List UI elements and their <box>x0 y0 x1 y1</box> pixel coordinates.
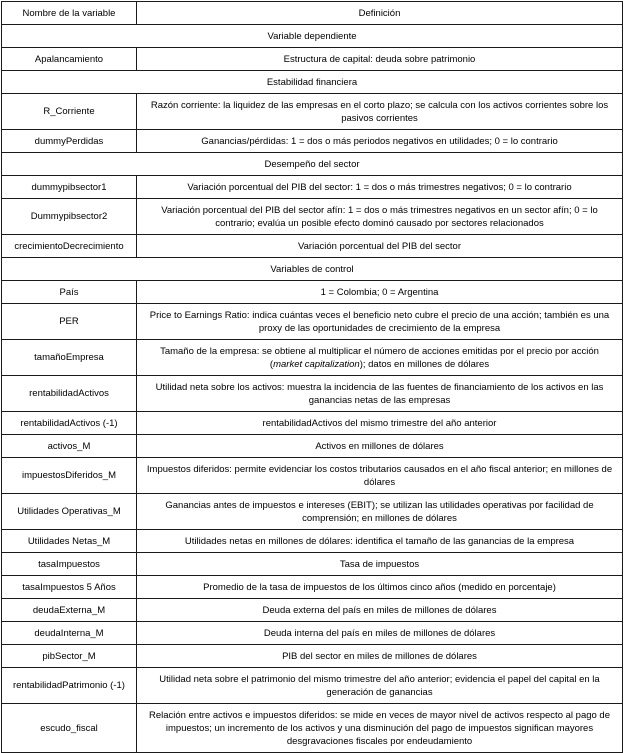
variable-definition: PIB del sector en miles de millones de dólares <box>137 645 623 668</box>
variable-definition: Utilidades netas en millones de dólares: identifica el tamaño de las ganancias de la empresa <box>137 530 623 553</box>
variable-name: rentabilidadPatrimonio (-1) <box>2 668 137 704</box>
table-row-dummypibsector2 <box>2 199 623 235</box>
variable-name: País <box>2 281 137 304</box>
section-row-desempeno-del-sector <box>2 153 623 176</box>
variable-definition: 1 = Colombia; 0 = Argentina <box>137 281 623 304</box>
variable-name: Utilidades Operativas_M <box>2 494 137 530</box>
variable-name: tamañoEmpresa <box>2 340 137 376</box>
variable-name: tasaImpuestos 5 Años <box>2 576 137 599</box>
table-row-deudainterna-m <box>2 622 623 645</box>
table-row-dummypibsector1 <box>2 176 623 199</box>
table-row-activos-m <box>2 435 623 458</box>
table-row-utilidades-netas-m <box>2 530 623 553</box>
table-row-pibsector-m <box>2 645 623 668</box>
variable-name: dummyPerdidas <box>2 130 137 153</box>
section-label: Variable dependiente <box>2 25 623 48</box>
variable-name: dummypibsector1 <box>2 176 137 199</box>
variable-name: deudaInterna_M <box>2 622 137 645</box>
header-variable-name: Nombre de la variable <box>2 2 137 25</box>
variable-name: tasaImpuestos <box>2 553 137 576</box>
table-row-apalancamiento <box>2 48 623 71</box>
variable-definition: rentabilidadActivos del mismo trimestre del año anterior <box>137 412 623 435</box>
definition-italic-text: market capitalization <box>273 358 360 370</box>
variable-name: impuestosDiferidos_M <box>2 458 137 494</box>
variable-definition: Activos en millones de dólares <box>137 435 623 458</box>
variable-definition: Promedio de la tasa de impuestos de los últimos cinco años (medido en porcentaje) <box>137 576 623 599</box>
table-row-deudaexterna-m <box>2 599 623 622</box>
variable-name: Apalancamiento <box>2 48 137 71</box>
header-definition: Definición <box>137 2 623 25</box>
variable-definition: Ganancias/pérdidas: 1 = dos o más periodos negativos en utilidades; 0 = lo contrario <box>137 130 623 153</box>
variable-definition: Variación porcentual del PIB del sector: 1 = dos o más trimestres negativos; 0 = lo contrario <box>137 176 623 199</box>
variable-name: rentabilidadActivos <box>2 376 137 412</box>
section-row-variables-de-control <box>2 258 623 281</box>
table-row-tamanoempresa <box>2 340 623 376</box>
variable-name: PER <box>2 304 137 340</box>
section-row-variable-dependiente <box>2 25 623 48</box>
table-row-crecimientodecrecimiento <box>2 235 623 258</box>
section-label: Estabilidad financiera <box>2 71 623 94</box>
table-row-utilidades-operativas-m <box>2 494 623 530</box>
variable-definition: Variación porcentual del PIB del sector afín: 1 = dos o más trimestres negativos en un sector afín; 0 = lo contrario; evalúa un posible efecto dominó causado por sectores relacionados <box>137 199 623 235</box>
variable-name: pibSector_M <box>2 645 137 668</box>
table-row-escudo-fiscal <box>2 704 623 753</box>
table-row-rentabilidadactivos <box>2 376 623 412</box>
table-row-rentabilidadactivos-lag1 <box>2 412 623 435</box>
table-row-per <box>2 304 623 340</box>
table-row-tasaimpuestos <box>2 553 623 576</box>
section-row-estabilidad-financiera <box>2 71 623 94</box>
variable-name: Utilidades Netas_M <box>2 530 137 553</box>
variable-definition: Deuda interna del país en miles de millones de dólares <box>137 622 623 645</box>
variable-definition: Razón corriente: la liquidez de las empresas en el corto plazo; se calcula con los activos corrientes sobre los pasivos corrientes <box>137 94 623 130</box>
section-label: Desempeño del sector <box>2 153 623 176</box>
table-row-tasaimpuestos-5-anos <box>2 576 623 599</box>
variable-definition: Utilidad neta sobre los activos: muestra la incidencia de las fuentes de financiamiento de los activos en las ganancias netas de las empresas <box>137 376 623 412</box>
definition-text: ); datos en millones de dólares <box>359 358 490 370</box>
table-row-pais <box>2 281 623 304</box>
table-row-impuestosdiferidos-m <box>2 458 623 494</box>
variable-definition: Price to Earnings Ratio: indica cuántas veces el beneficio neto cubre el precio de una acción; también es una proxy de las oportunidades de crecimiento de la empresa <box>137 304 623 340</box>
table-row-rentabilidadpatrimonio-lag1 <box>2 668 623 704</box>
variable-definition: Ganancias antes de impuestos e intereses (EBIT); se utilizan las utilidades operativas por facilidad de comprensión; en millones de dólares <box>137 494 623 530</box>
variable-name: escudo_fiscal <box>2 704 137 753</box>
variable-definition <box>137 340 623 376</box>
variable-definition: Utilidad neta sobre el patrimonio del mismo trimestre del año anterior; evidencia el papel del capital en la generación de ganancias <box>137 668 623 704</box>
variables-definition-table <box>1 1 623 753</box>
variable-name: activos_M <box>2 435 137 458</box>
variable-definition: Estructura de capital: deuda sobre patrimonio <box>137 48 623 71</box>
variable-name: deudaExterna_M <box>2 599 137 622</box>
variable-name: Dummypibsector2 <box>2 199 137 235</box>
variable-definition: Relación entre activos e impuestos diferidos: se mide en veces de mayor nivel de activos respecto al pago de impuestos; un incremento de los activos y una disminución del pago de impuestos significan mayores desgravaciones fiscales por endeudamiento <box>137 704 623 753</box>
section-label: Variables de control <box>2 258 623 281</box>
variables-table <box>1 1 623 753</box>
variable-name: rentabilidadActivos (-1) <box>2 412 137 435</box>
variable-name: crecimientoDecrecimiento <box>2 235 137 258</box>
table-row-dummyperdidas <box>2 130 623 153</box>
variable-name: R_Corriente <box>2 94 137 130</box>
variable-definition: Impuestos diferidos: permite evidenciar los costos tributarios causados en el año fiscal anterior; en millones de dólares <box>137 458 623 494</box>
variable-definition: Deuda externa del país en miles de millones de dólares <box>137 599 623 622</box>
variable-definition: Tasa de impuestos <box>137 553 623 576</box>
variable-definition: Variación porcentual del PIB del sector <box>137 235 623 258</box>
header-row <box>2 2 623 25</box>
table-row-r-corriente <box>2 94 623 130</box>
definition-text: Tamaño de la empresa: se obtiene al multiplicar el número de acciones emitidas por el precio por acción ( <box>160 345 599 370</box>
